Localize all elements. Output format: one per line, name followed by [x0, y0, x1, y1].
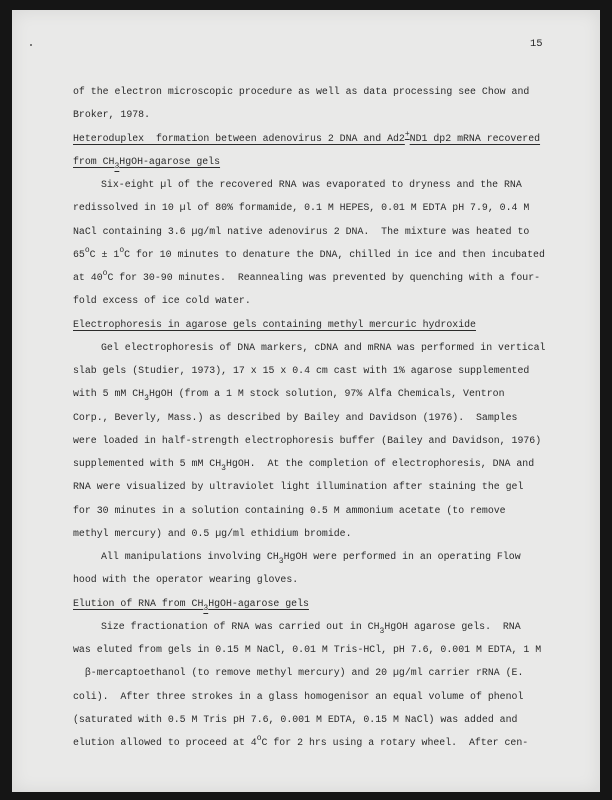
line-text: coli). After three strokes in a glass homogenisor an equal volume of phenol [73, 690, 524, 702]
text-line [73, 503, 545, 526]
subscript: 3 [114, 161, 120, 171]
text-line [73, 293, 545, 316]
line-text: fold excess of ice cold water. [73, 295, 251, 307]
text-line [73, 177, 545, 200]
line-text: Six-eight µl of the recovered RNA was evaporated to dryness and the RNA [101, 179, 522, 190]
line-text: from CH [73, 155, 115, 167]
text-line [73, 410, 545, 433]
line-text: methyl mercury) and 0.5 µg/ml ethidium bromide. [73, 527, 352, 539]
text-line [73, 224, 545, 247]
line-text: Size fractionation of RNA was carried out in CH [101, 620, 380, 632]
text-line [73, 456, 545, 479]
text-line [73, 107, 545, 130]
line-text: HgOH were performed in an operating Flow [283, 551, 521, 562]
text-line [73, 340, 545, 363]
text-line [73, 689, 545, 712]
subscript: 3 [278, 557, 284, 566]
superscript: o [256, 734, 262, 743]
section-heading [73, 131, 545, 154]
text-line [73, 479, 545, 502]
subscript: 3 [203, 603, 209, 613]
line-text: HgOH (from a 1 M stock solution, 97% Alfa Chemicals, Ventron [148, 388, 505, 400]
text-line [73, 549, 545, 572]
subscript: 3 [379, 626, 385, 636]
subscript: 3 [144, 394, 149, 404]
line-text: of the electron microscopic procedure as well as data processing see Chow and [73, 86, 530, 97]
line-text: elution allowed to proceed at 4 [73, 737, 257, 748]
document-body [73, 84, 545, 758]
line-text: HgOH agarose gels. RNA [384, 620, 521, 632]
line-text: Elution of RNA from CH [73, 597, 204, 609]
text-line [73, 200, 545, 223]
line-text: slab gels (Studier, 1973), 17 x 15 x 0.4 cm cast with 1% agarose supplemented [73, 365, 530, 376]
line-text: 65 [73, 248, 85, 260]
text-line [73, 84, 545, 107]
line-text: Gel electrophoresis of DNA markers, cDNA and mRNA was performed in vertical [101, 341, 546, 353]
line-text: C for 30-90 minutes. Reannealing was prevented by quenching with a four- [107, 272, 541, 283]
line-text: supplemented with 5 mM CH [73, 458, 222, 469]
line-text: Corp., Beverly, Mass.) as described by Bailey and Davidson (1976). Samples [73, 411, 518, 423]
text-line [73, 619, 545, 642]
line-text: with 5 mM CH [73, 388, 145, 400]
line-text: HgOH-agarose gels [119, 155, 221, 167]
line-text: Broker, 1978. [73, 109, 151, 121]
line-text: C for 2 hrs using a rotary wheel. After cen- [261, 737, 529, 748]
line-text: was eluted from gels in 0.15 M NaCl, 0.01 M Tris-HCl, pH 7.6, 0.001 M EDTA, 1 M [73, 644, 542, 655]
paper-speck [30, 44, 32, 46]
line-text: hood with the operator wearing gloves. [73, 574, 299, 586]
line-text: at 40 [73, 272, 103, 283]
line-text: for 30 minutes in a solution containing 0.5 M ammonium acetate (to remove [73, 504, 506, 516]
text-line [73, 270, 545, 293]
text-line [73, 712, 545, 735]
line-text: HgOH-agarose gels [208, 597, 309, 609]
line-text: Electrophoresis in agarose gels containing methyl mercuric hydroxide [73, 318, 476, 330]
text-line [73, 735, 545, 758]
line-text: HgOH. At the completion of electrophoresis, DNA and [225, 458, 535, 469]
text-line [73, 642, 545, 665]
line-text: RNA were visualized by ultraviolet light illumination after staining the gel [73, 481, 524, 493]
section-heading [73, 154, 545, 177]
line-text: NaCl containing 3.6 µg/ml native adenovirus 2 DNA. The mixture was heated to [73, 225, 530, 237]
superscript: o [84, 245, 90, 255]
superscript: o [102, 269, 108, 278]
text-line [73, 572, 545, 595]
text-line [73, 665, 545, 688]
text-line [73, 526, 545, 549]
line-text: (saturated with 0.5 M Tris pH 7.6, 0.001 M EDTA, 0.15 M NaCl) was added and [73, 713, 518, 725]
section-heading [73, 596, 545, 619]
text-line [73, 247, 545, 270]
text-line [73, 433, 545, 456]
text-line [73, 386, 545, 409]
page-number: 15 [530, 38, 543, 50]
line-text: β-mercaptoethanol (to remove methyl mercury) and 20 µg/ml carrier rRNA (E. [73, 667, 524, 679]
line-text: redissolved in 10 µl of 80% formamide, 0.1 M HEPES, 0.01 M EDTA pH 7.9, 0.4 M [73, 202, 530, 214]
text-line [73, 363, 545, 386]
line-text: C for 10 minutes to denature the DNA, chilled in ice and then incubated [124, 248, 545, 260]
superscript: + [404, 129, 410, 139]
superscript: o [119, 245, 125, 255]
line-text: All manipulations involving CH [101, 551, 279, 562]
subscript: 3 [221, 464, 226, 473]
line-text: ND1 dp2 mRNA recovered [409, 132, 541, 144]
line-text: Heteroduplex formation between adenovirus 2 DNA and Ad2 [73, 132, 405, 144]
line-text: were loaded in half-strength electrophoresis buffer (Bailey and Davidson, 1976) [73, 434, 542, 446]
line-text: C ± 1 [89, 248, 120, 260]
section-heading [73, 317, 545, 340]
